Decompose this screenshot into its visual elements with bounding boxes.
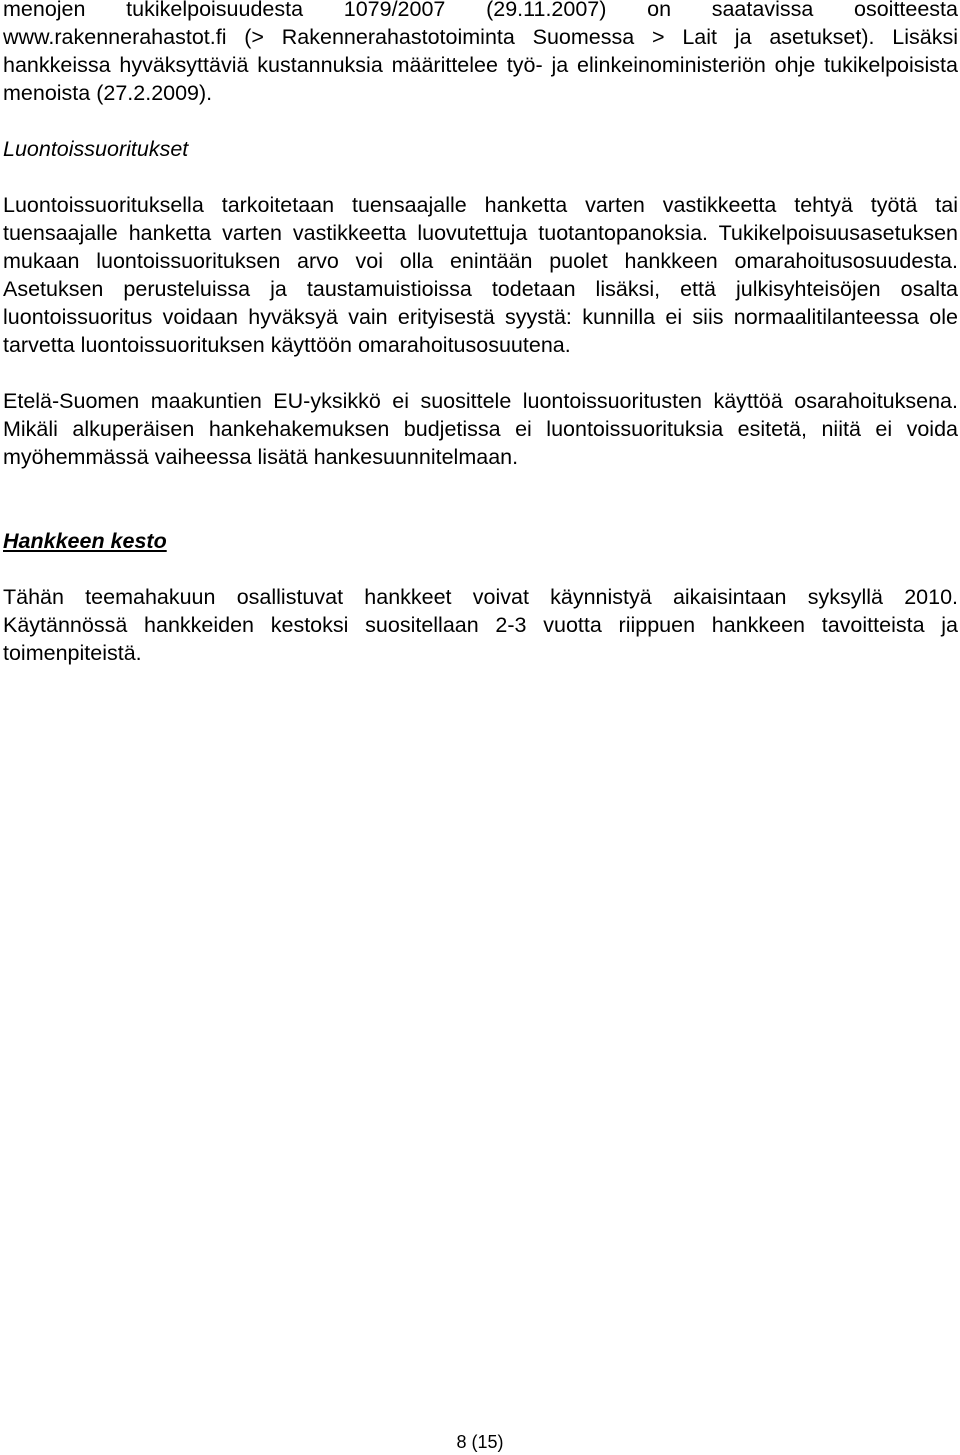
section-heading-luontoissuoritukset: Luontoissuoritukset [3,137,189,161]
document-page [3,0,958,667]
page-number: 8 (15) [456,1432,504,1452]
intro-paragraph: menojen tukikelpoisuudesta 1079/2007 (29.11.2007) on saatavissa osoitteesta www.rakennerahastot.fi (> Rakennerahastotoiminta Suomessa > Lait ja asetukset). Lisäksi hankkeissa hyväksyttäviä kustannuksia määrittelee työ- ja elinkeinoministeriön ohje tukikelpoisista menoista (27.2.2009). [3,0,958,105]
luontoissuoritukset-paragraph-2: Etelä-Suomen maakuntien EU-yksikkö ei suosittele luontoissuoritusten käyttöä osarahoituksena. Mikäli alkuperäisen hankehakemuksen budjetissa ei luontoissuorituksia esitetä, niitä ei voida myöhemmässä vaiheessa lisätä hankesuunnitelmaan. [3,389,958,469]
luontoissuoritukset-paragraph-1: Luontoissuorituksella tarkoitetaan tuensaajalle hanketta varten vastikkeetta tehtyä työtä tai tuensaajalle hanketta varten vastikkeetta luovutettuja tuotantopanoksia. Tukikelpoisuusasetuksen mukaan luontoissuorituksen arvo voi olla enintään puolet hankkeen omarahoitusosuudesta. Asetuksen perusteluissa ja taustamuistioissa todetaan lisäksi, että julkisyhteisöjen osalta luontoissuoritus voidaan hyväksyä vain erityisestä syystä: kunnilla ei siis normaalitilanteessa ole tarvetta luontoissuorituksen käyttöön omarahoitusosuutena. [3,193,958,357]
hankkeen-kesto-paragraph: Tähän teemahakuun osallistuvat hankkeet voivat käynnistyä aikaisintaan syksyllä 2010. Käytännössä hankkeiden kestoksi suositellaan 2-3 vuotta riippuen hankkeen tavoitteista ja toimenpiteistä. [3,585,958,665]
section-heading-hankkeen-kesto: Hankkeen kesto [3,529,167,553]
